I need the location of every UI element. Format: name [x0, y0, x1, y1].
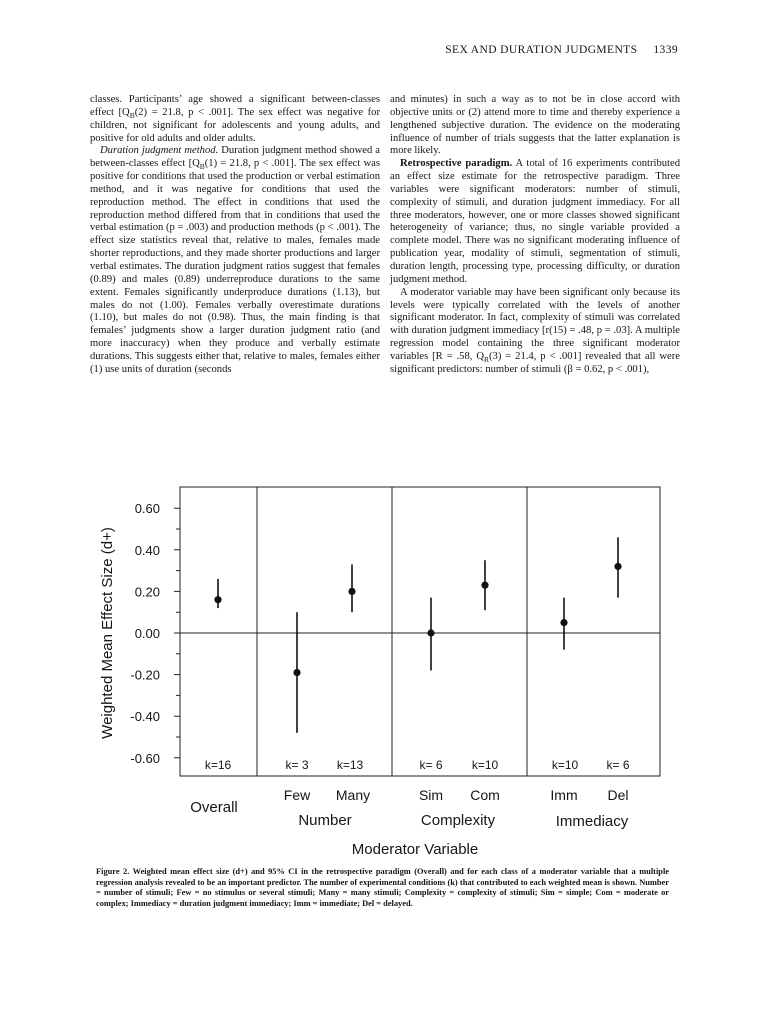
paragraph-duration-method: Duration judgment method. Duration judgment method showed a between-classes effect [$Q_B(1) = 21.8$, p < .001]. The sex effect was positive for conditions that used the production or verbal estimation method, and it was negative for conditions that used the reproduction method. The effect in conditions that used the reproduction method differed from that in conditions that used the verbal estimation (p = .003) and production methods (p < .001). The effect size statistics reveal that, relative to males, females made shorter reproductions, and they made shorter productions and larger verbal estimates. The duration judgment ratios suggest that females (0.89) and males (0.89) underreproduce durations to the same extent. Females significantly underproduce durations (1.13), but males do not (1.00). Females verbally overestimate durations (1.10), but males do not (0.98). Thus, the main finding is that females’ judgments show a larger duration judgment ratio (and more inaccuracy) when they produce and verbally estimate durations. This suggests either that, relative to males, females either (1) use units of duration (seconds	[90, 145, 380, 375]
paragraph-moderator: A moderator variable may have been significant only because its levels were typically correlated with the levels of another significant moderator. In fact, complexity of stimuli was correlated with duration judgment immediacy [r(15) = .48, p = .03]. A multiple regression model containing the three significant moderator variables [R = .58, $Q_R(3) = 21.4$, p < .001] revealed that all were significant predictors: number of stimuli (β = 0.62, p < .001),	[390, 286, 680, 375]
x-axis-title: Moderator Variable	[351, 841, 479, 858]
section-lead-duration-method: Duration judgment method.	[100, 145, 219, 157]
x-category-labels	[190, 787, 629, 830]
subgroup-label-imm: Imm	[550, 787, 578, 803]
y-tick-label: 0.00	[134, 626, 160, 641]
mean-point	[214, 596, 221, 603]
section-lead-retrospective: Retrospective paradigm.	[400, 158, 513, 170]
running-title: SEX AND DURATION JUDGMENTS	[445, 44, 638, 56]
ci-marks	[214, 537, 621, 733]
y-tick-label: 0.20	[134, 584, 160, 600]
y-tick-label: -0.20	[130, 667, 160, 683]
group-label-immediacy: Immediacy	[555, 813, 629, 830]
plot-frame	[174, 487, 660, 776]
group-label-overall: Overall	[190, 799, 238, 816]
y-tick-label: 0.40	[134, 542, 160, 558]
subgroup-label-few: Few	[283, 787, 311, 803]
k-label: k=10	[551, 758, 579, 772]
y-tick-labels	[130, 501, 160, 766]
k-label: k= 3	[285, 758, 309, 772]
page-number: 1339	[653, 44, 678, 56]
mean-point	[614, 563, 621, 570]
plot-border	[180, 487, 660, 776]
y-tick-label: -0.60	[130, 750, 160, 766]
k-label: k= 6	[419, 758, 443, 772]
k-label: k=10	[471, 758, 499, 772]
mean-point	[348, 588, 355, 595]
mean-point	[427, 629, 434, 636]
subgroup-label-com: Com	[470, 787, 500, 803]
group-label-complexity: Complexity	[420, 812, 496, 829]
paragraph-participants-age: classes. Participants’ age showed a significant between-classes effect [$Q_B(2) = 21.8$, p < .001]. The sex effect was negative for children, not significant for adolescents and young adults, and positive for old adults and older adults.	[90, 94, 380, 144]
y-tick-label: 0.60	[134, 501, 160, 517]
mean-point	[293, 669, 300, 676]
y-tick-label: -0.40	[130, 709, 160, 725]
figure-caption: Figure 2. Weighted mean effect size (d+) and 95% CI in the retrospective paradigm (Overall) and for each class of a moderator variable that a multiple regression analysis revealed to be an important predictor. The number of experimental conditions (k) that contributed to each weighted mean is shown. Number = number of stimuli; Few = no stimulus or several stimuli; Many = many stimuli; Complexity = complexity of stimuli; Sim = simple; Com = moderate or complex; Immediacy = duration judgment immediacy; Imm = immediate; Del = delayed.	[96, 867, 669, 908]
k-label: k= 6	[606, 758, 630, 772]
k-label: k=13	[336, 758, 364, 772]
mean-point	[481, 582, 488, 589]
subgroup-label-sim: Sim	[418, 787, 444, 803]
paragraph-continuation: and minutes) in such a way as to not be in close accord with objective units or (2) attend more to time and thereby experience a lengthened subjective duration. The evidence on the moderating influence of number of trials suggests that the latter explanation is more likely.	[390, 94, 680, 157]
subgroup-label-many: Many	[335, 787, 371, 803]
k-labels	[205, 758, 630, 772]
mean-point	[560, 619, 567, 626]
k-label: k=16	[204, 758, 232, 772]
y-axis-label: Weighted Mean Effect Size (d+)	[99, 527, 116, 739]
subgroup-label-del: Del	[607, 787, 629, 803]
paragraph-retrospective: Retrospective paradigm. A total of 16 experiments contributed an effect size estimate for the retrospective paradigm. Three variables were significant moderators: number of stimuli, complexity of stimuli, and duration judgment immediacy. For all three moderators, however, one or more classes showed significant heterogeneity of variance; thus, no single variable provided a complete model. There was no significant moderating influence of publication year, modality of stimuli, segmentation of stimuli, duration length, processing type, processing difficulty, or duration judgment method.	[390, 158, 680, 285]
group-label-number: Number	[298, 812, 352, 829]
